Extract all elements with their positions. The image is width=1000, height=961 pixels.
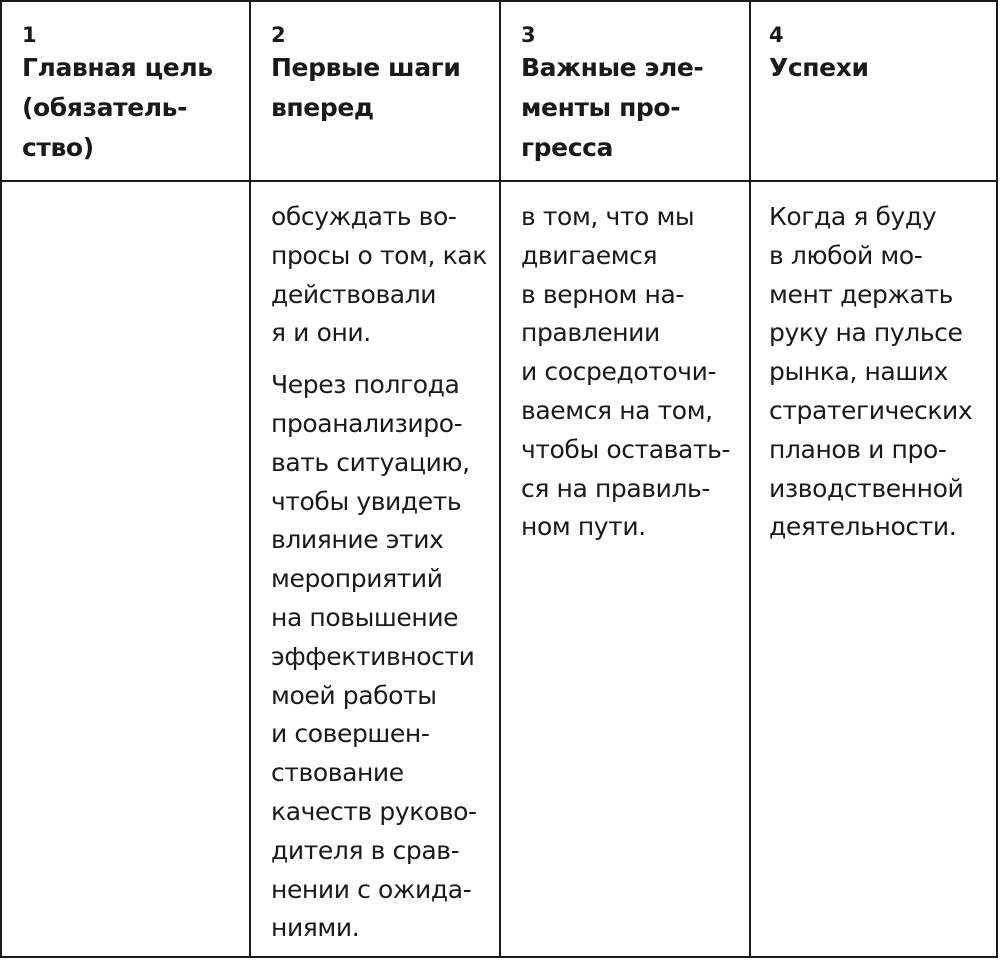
text-line: чтобы оставать-: [521, 434, 731, 464]
text-line: ствование: [271, 758, 404, 788]
header-first-steps: [271, 22, 460, 128]
header-text-line: гресса: [521, 133, 614, 162]
text-line: руку на пульсе: [769, 318, 963, 348]
text-line: в том, что мы: [521, 202, 695, 231]
paragraph: [271, 366, 487, 948]
text-line: моей работы: [271, 680, 437, 710]
header-number: 4: [769, 23, 784, 47]
text-line: вать ситуацию,: [271, 447, 470, 477]
text-line: действовали: [271, 279, 437, 309]
column-divider-2: [499, 2, 501, 956]
text-line: рынка, наших: [769, 357, 949, 387]
header-divider: [2, 180, 996, 182]
header-main-goal: [22, 22, 213, 168]
text-line: ваемся на том,: [521, 395, 713, 425]
text-line: двигаемся: [521, 240, 658, 270]
text-line: мент держать: [769, 279, 953, 309]
header-text-line: (обязатель-: [22, 93, 188, 122]
header-text-line: Первые шаги: [271, 53, 461, 82]
header-text-line: менты про-: [521, 93, 681, 122]
header-progress-elements: [521, 22, 703, 168]
header-text-line: Успехи: [769, 53, 869, 82]
text-line: влияние этих: [271, 525, 444, 555]
text-line: эффективности: [271, 641, 475, 671]
text-line: правлении: [521, 318, 660, 348]
text-line: проанализиро-: [271, 408, 463, 438]
text-line: я и они.: [271, 318, 371, 348]
header-number: 2: [271, 23, 286, 47]
text-line: просы о том, как: [271, 240, 487, 270]
text-line: обсуждать во-: [271, 202, 457, 231]
column-divider-1: [249, 2, 251, 956]
cell-first-steps: [271, 198, 487, 948]
text-line: ниями.: [271, 913, 360, 943]
text-line: ся на правиль-: [521, 473, 710, 503]
header-text-line: Главная цель: [22, 53, 213, 82]
header-number: 1: [22, 23, 37, 47]
text-line: и сосредоточи-: [521, 357, 717, 387]
paragraph: [271, 198, 487, 353]
text-line: в любой мо-: [769, 240, 923, 270]
text-line: ном пути.: [521, 512, 646, 542]
cell-progress-elements: [521, 198, 730, 547]
text-line: нении с ожида-: [271, 874, 472, 904]
text-line: дителя в срав-: [271, 835, 460, 865]
header-text-line: ство): [22, 133, 94, 162]
text-line: и совершен-: [271, 719, 430, 749]
header-successes: [769, 22, 869, 88]
text-line: планов и про-: [769, 434, 947, 464]
text-line: Когда я буду: [769, 202, 937, 231]
text-line: стратегических: [769, 395, 973, 425]
text-line: в верном на-: [521, 279, 684, 309]
header-text-line: Важные эле-: [521, 53, 704, 82]
header-number: 3: [521, 23, 536, 47]
text-line: на повышение: [271, 602, 459, 632]
column-divider-3: [749, 2, 751, 956]
header-text-line: вперед: [271, 93, 374, 122]
text-line: Через полгода: [271, 370, 460, 400]
text-line: чтобы увидеть: [271, 486, 462, 516]
text-line: деятельности.: [769, 512, 957, 542]
text-line: качеств руково-: [271, 796, 477, 826]
text-line: мероприятий: [271, 564, 443, 594]
cell-successes: [769, 198, 972, 547]
text-line: изводственной: [769, 473, 964, 503]
